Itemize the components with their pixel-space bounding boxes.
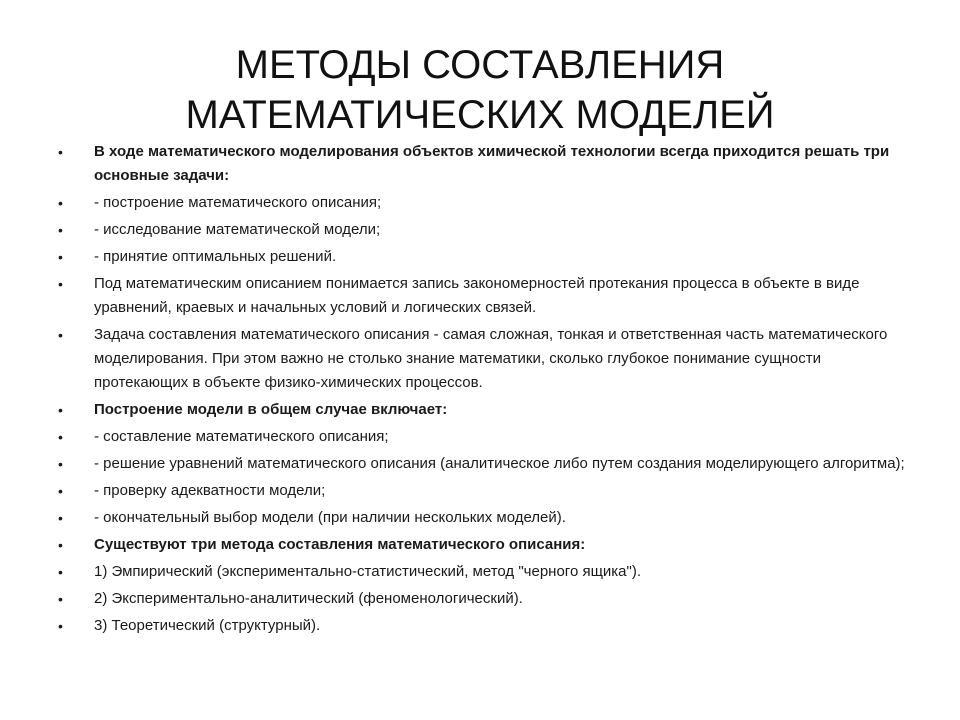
bullet-text: - исследование математической модели;: [94, 221, 381, 238]
bullet-item: [58, 560, 908, 584]
bullet-text: Построение модели в общем случае включает:: [94, 401, 448, 418]
bullet-item: [58, 479, 908, 503]
bullet-text: Существуют три метода составления математического описания:: [94, 536, 586, 553]
bullet-text: - построение математического описания;: [94, 194, 382, 211]
bullet-dot-icon: •: [58, 327, 63, 343]
bullet-dot-icon: •: [58, 222, 63, 238]
bullet-text: - проверку адекватности модели;: [94, 482, 326, 499]
bullet-text: 3) Теоретический (структурный).: [94, 617, 321, 634]
bullet-dot-icon: •: [58, 456, 63, 472]
bullet-item: [58, 245, 908, 269]
bullet-dot-icon: •: [58, 249, 63, 265]
bullet-dot-icon: •: [58, 429, 63, 445]
bullet-dot-icon: •: [58, 402, 63, 418]
bullet-dot-icon: •: [58, 276, 63, 292]
bullet-text: Задача составления математического описания - самая сложная, тонкая и ответственная часть математического моделирования. При этом важно не столько знание математики, сколько глубокое понимание сущности протекающих в объекте физико-химических процессов.: [94, 326, 888, 391]
bullet-dot-icon: •: [58, 618, 63, 634]
bullet-item: [58, 452, 908, 476]
bullet-dot-icon: •: [58, 195, 63, 211]
bullet-item: [58, 323, 908, 395]
bullet-text: - окончательный выбор модели (при наличии нескольких моделей).: [94, 509, 566, 526]
bullet-dot-icon: •: [58, 483, 63, 499]
bullet-dot-icon: •: [58, 564, 63, 580]
bullet-item: [58, 614, 908, 638]
bullet-text: В ходе математического моделирования объектов химической технологии всегда приходится решать три основные задачи:: [94, 143, 890, 184]
bullet-item: [58, 191, 908, 215]
bullet-text: - решение уравнений математического описания (аналитическое либо путем создания моделирующего алгоритма);: [94, 455, 905, 472]
bullet-item: [58, 218, 908, 242]
bullet-dot-icon: •: [58, 510, 63, 526]
bullet-text: 2) Экспериментально-аналитический (феноменологический).: [94, 590, 523, 607]
bullet-text: - принятие оптимальных решений.: [94, 248, 337, 265]
bullet-item: [58, 272, 908, 320]
bullet-item: [58, 533, 908, 557]
bullet-text: - составление математического описания;: [94, 428, 389, 445]
bullet-dot-icon: •: [58, 537, 63, 553]
bullet-dot-icon: •: [58, 591, 63, 607]
bullet-item: [58, 140, 908, 188]
bullet-list: [58, 140, 908, 641]
slide-title: МЕТОДЫ СОСТАВЛЕНИЯ МАТЕМАТИЧЕСКИХ МОДЕЛЕЙ: [185, 43, 775, 137]
bullet-item: [58, 425, 908, 449]
bullet-text: Под математическим описанием понимается запись закономерностей протекания процесса в объекте в виде уравнений, краевых и начальных условий и логических связей.: [94, 275, 860, 316]
bullet-item: [58, 398, 908, 422]
bullet-item: [58, 587, 908, 611]
bullet-item: [58, 506, 908, 530]
bullet-dot-icon: •: [58, 144, 63, 160]
bullet-text: 1) Эмпирический (экспериментально-статистический, метод "черного ящика").: [94, 563, 642, 580]
